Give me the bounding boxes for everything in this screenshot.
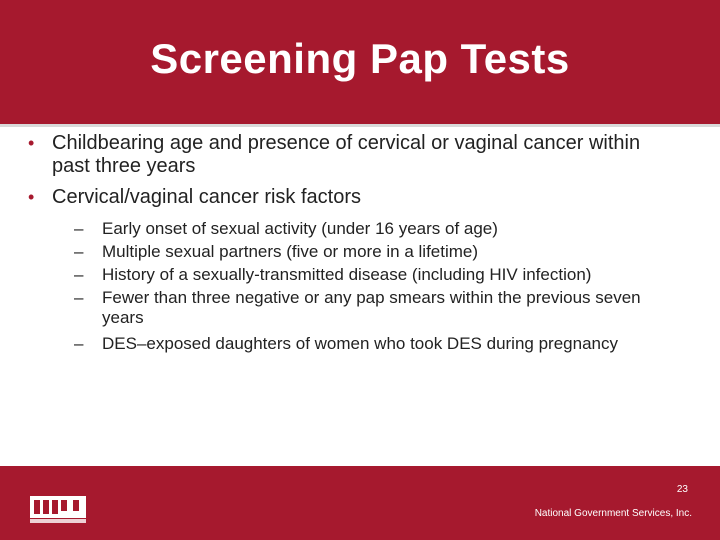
sub-bullet-text: History of a sexually-transmitted disease (including HIV infection): [102, 265, 592, 284]
sub-bullet-marker: –: [74, 265, 84, 284]
sub-bullet-marker: –: [74, 334, 84, 353]
mu-logo-icon: [30, 496, 86, 524]
bullet-marker: •: [28, 133, 35, 153]
sub-bullet-marker: –: [74, 242, 84, 261]
header-divider: [0, 124, 720, 127]
footer-organization: National Government Services, Inc.: [534, 508, 692, 519]
bullet-text: Cervical/vaginal cancer risk factors: [52, 186, 361, 208]
sub-bullet-marker: –: [74, 288, 84, 307]
bullet-marker: •: [28, 187, 35, 207]
sub-bullet-text: Early onset of sexual activity (under 16 years of age): [102, 219, 498, 238]
slide-title: Screening Pap Tests: [150, 35, 570, 82]
sub-bullet-text: Multiple sexual partners (five or more in a lifetime): [102, 242, 479, 261]
bullet-text: Childbearing age and presence of cervical or vaginal cancer within past three years: [52, 132, 641, 177]
sub-bullet-text: Fewer than three negative or any pap smears within the previous seven years: [102, 288, 641, 327]
footer-band: [0, 466, 720, 540]
page-number: 23: [676, 484, 688, 495]
sub-bullet-text: DES–exposed daughters of women who took DES during pregnancy: [102, 334, 618, 353]
sub-bullet-marker: –: [74, 219, 84, 238]
